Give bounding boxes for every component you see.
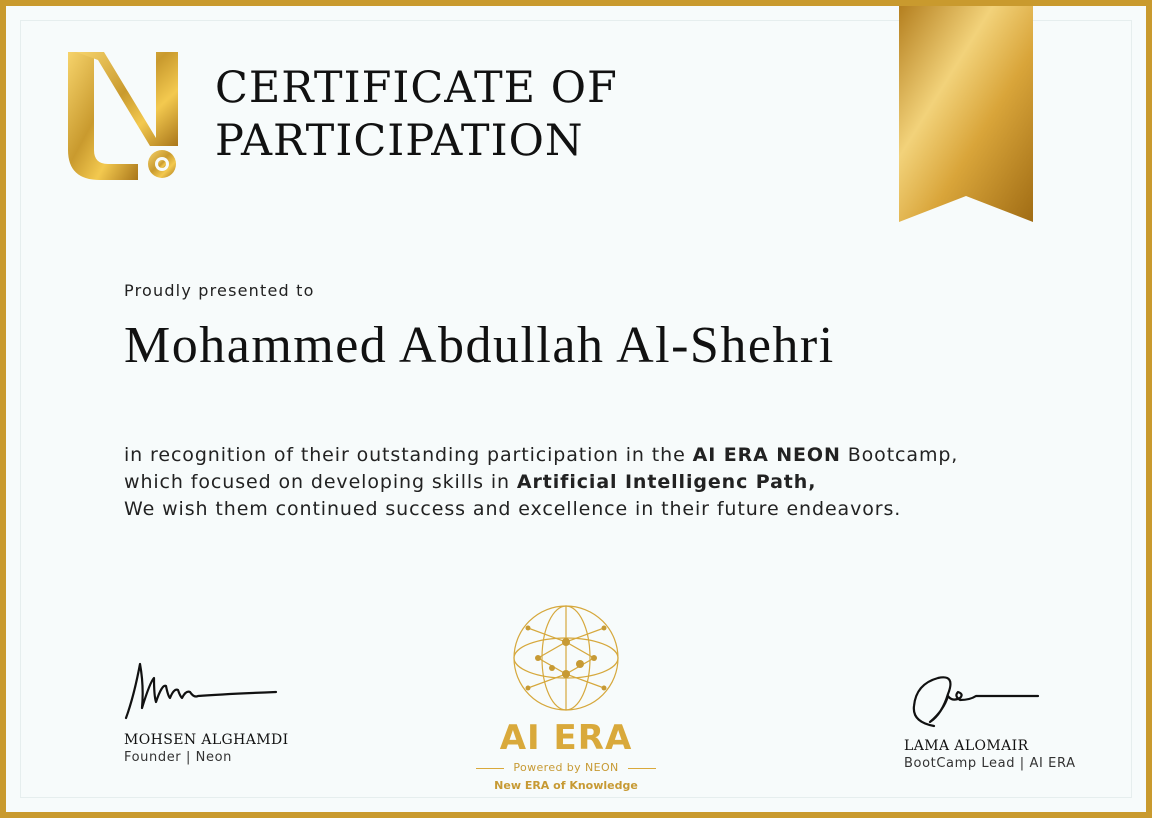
bootcamp-name: AI ERA NEON xyxy=(692,444,841,466)
gold-ribbon-icon xyxy=(899,6,1033,224)
signature-lama xyxy=(904,666,1044,732)
recognition-text xyxy=(124,442,958,523)
signer-name-left: MOHSEN ALGHAMDI xyxy=(124,732,289,748)
ai-era-emblem xyxy=(468,598,664,798)
emblem-powered-by: Powered by NEON xyxy=(513,761,619,774)
neon-n-logo-icon xyxy=(64,46,182,186)
emblem-divider-right xyxy=(628,768,656,769)
recognition-line-2 xyxy=(124,469,958,496)
signer-role-right: BootCamp Lead | AI ERA xyxy=(904,756,1076,771)
recipient-name: Mohammed Abdullah Al-Shehri xyxy=(124,317,835,374)
recognition-line-1 xyxy=(124,442,958,469)
line1-text: in recognition of their outstanding participation in the xyxy=(124,444,693,466)
emblem-title: AI ERA xyxy=(499,718,633,758)
line2-text: which focused on developing skills in xyxy=(124,471,517,493)
globe-network-icon xyxy=(468,598,664,718)
signature-block-left xyxy=(124,656,289,765)
presented-to-label: Proudly presented to xyxy=(124,281,315,300)
emblem-tagline: New ERA of Knowledge xyxy=(494,779,638,792)
signer-name-right: LAMA ALOMAIR xyxy=(904,738,1029,754)
title-line-1: CERTIFICATE OF xyxy=(215,63,618,113)
signature-mohsen xyxy=(124,656,284,726)
certificate-title xyxy=(215,62,618,168)
signature-block-right xyxy=(904,666,1076,771)
signer-role-left: Founder | Neon xyxy=(124,750,233,765)
title-line-2: PARTICIPATION xyxy=(215,116,584,166)
recognition-line-3: We wish them continued success and excellence in their future endeavors. xyxy=(124,498,902,520)
path-name: Artificial Intelligenc Path, xyxy=(516,471,817,493)
line1-suffix: Bootcamp, xyxy=(840,444,959,466)
